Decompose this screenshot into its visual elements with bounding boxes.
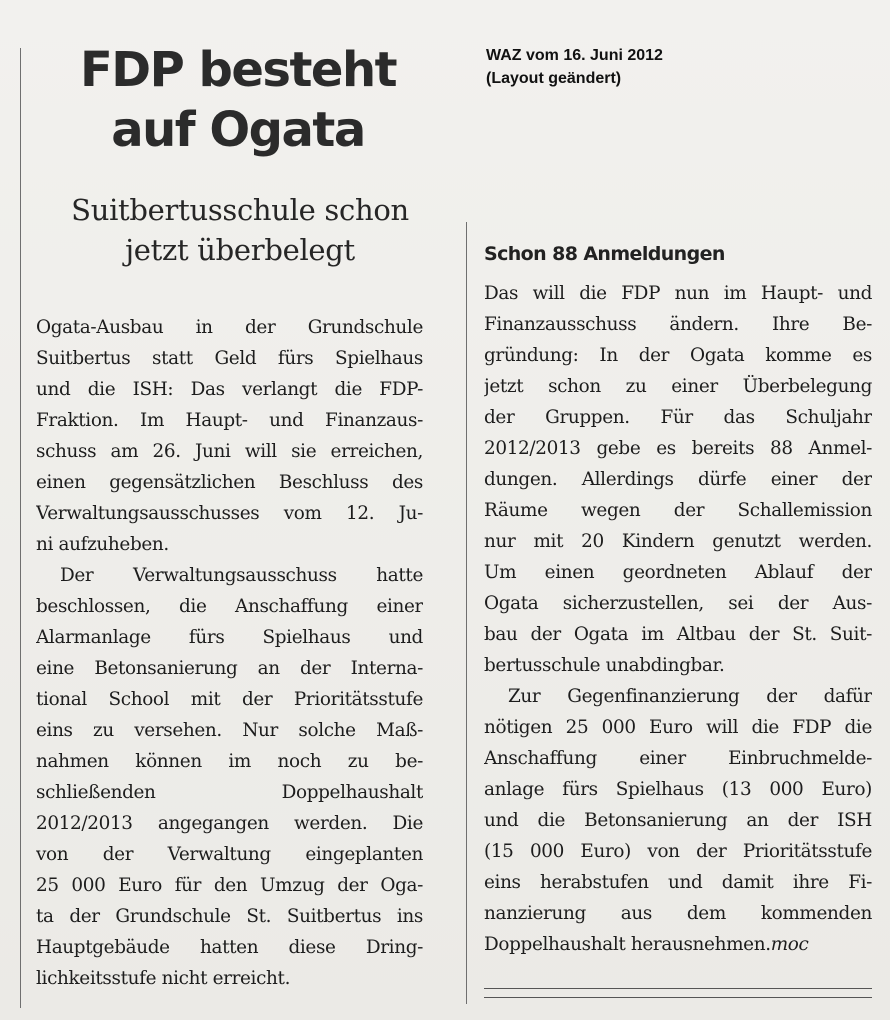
text-line [36,622,423,653]
text-line [36,653,423,684]
text-line [484,402,872,433]
text-line [36,839,423,870]
text-line [36,560,423,591]
text-line-content: 2012/2013 angegangen werden. Die [36,813,423,834]
text-line-content: dungen. Allerdings dürfe einer der [484,469,872,490]
text-line [484,309,872,340]
text-line [484,278,872,309]
text-line-content: Verwaltungsausschusses vom 12. Ju- [36,503,423,524]
text-line-content: von der Verwaltung eingeplanten [36,844,423,865]
text-line-content: (15 000 Euro) von der Prioritätsstufe [484,841,872,862]
text-line [484,805,872,836]
subheadline-line: jetzt überbelegt [125,233,355,267]
text-line-content: Räume wegen der Schallemission [484,500,872,521]
text-line-content: Suitbertus statt Geld fürs Spielhaus [36,348,423,369]
text-line [484,588,872,619]
text-line-content: ni aufzuheben. [36,534,169,555]
text-line-content: bau der Ogata im Altbau der St. Suit- [484,624,872,645]
text-line-content: Doppelhaushalt herausnehmen. [484,934,771,955]
text-line [36,901,423,932]
article-subheadline [30,190,450,270]
text-line [36,777,423,808]
text-line [36,591,423,622]
source-note-line: (Layout geändert) [486,70,622,87]
text-line [484,836,872,867]
text-line-content: Ogata sicherzustellen, sei der Aus- [484,593,872,614]
text-line [36,808,423,839]
text-line-content: eins herabstufen und damit ihre Fi- [484,872,872,893]
text-line [484,929,872,960]
text-line [36,312,423,343]
text-line [36,963,423,994]
text-line [484,371,872,402]
text-line [36,715,423,746]
text-line-content: nahmen können im noch zu be- [36,751,423,772]
text-line-content: einen gegensätzlichen Beschluss des [36,472,423,493]
text-line-content: ta der Grundschule St. Suitbertus ins [36,906,423,927]
text-line [484,526,872,557]
text-line-content: lichkeitsstufe nicht erreicht. [36,968,291,989]
left-column-rule [20,48,21,1008]
text-line [36,746,423,777]
text-line-content: Um einen geordneten Ablauf der [484,562,872,583]
text-line [484,650,872,681]
end-rule [484,988,872,989]
text-line-content: und die ISH: Das verlangt die FDP- [36,379,423,400]
subheadline-line: Suitbertusschule schon [71,193,409,227]
text-line-content: Ogata-Ausbau in der Grundschule [36,317,423,338]
text-line-content: jetzt schon zu einer Überbelegung [484,376,872,397]
text-line [484,340,872,371]
text-line [484,743,872,774]
text-line [484,681,872,712]
text-line-content: nur mit 20 Kindern genutzt werden. [484,531,872,552]
text-line [484,619,872,650]
text-line-content: anlage fürs Spielhaus (13 000 Euro) [484,779,872,800]
text-line-content: 2012/2013 gebe es bereits 88 Anmel- [484,438,872,459]
headline-line: FDP besteht [79,42,397,98]
text-line-content: Fraktion. Im Haupt- und Finanzaus- [36,410,423,431]
article-right-column [484,278,872,960]
source-note [486,44,663,90]
text-line [484,557,872,588]
author-signature: moc [770,934,809,955]
text-line [484,495,872,526]
text-line-content: nötigen 25 000 Euro will die FDP die [484,717,872,738]
article-headline [38,40,438,160]
headline-line: auf Ogata [111,102,365,158]
text-line [36,343,423,374]
text-line-content: eine Betonsanierung an der Interna- [36,658,423,679]
article-left-column [36,312,423,994]
text-line-content: Anschaffung einer Einbruchmelde- [484,748,872,769]
text-line [484,774,872,805]
text-line [36,870,423,901]
text-line-content: nanzierung aus dem kommenden [484,903,872,924]
text-line-content: Hauptgebäude hatten diese Dring- [36,937,423,958]
text-line-content: bertusschule unabdingbar. [484,655,725,676]
text-line [484,712,872,743]
text-line-content: und die Betonsanierung an der ISH [484,810,872,831]
text-line-content: gründung: In der Ogata komme es [484,345,872,366]
text-line-content: Zur Gegenfinanzierung der dafür [508,686,872,707]
section-heading: Schon 88 Anmeldungen [484,243,725,265]
text-line-content: schließenden Doppelhaushalt [36,782,423,803]
text-line [36,405,423,436]
text-line [36,436,423,467]
text-line [484,433,872,464]
text-line [36,932,423,963]
text-line-content: schuss am 26. Juni will sie erreichen, [36,441,423,462]
text-line [36,498,423,529]
end-rule [484,997,872,998]
text-line-content: Das will die FDP nun im Haupt- und [484,283,872,304]
text-line-content: Alarmanlage fürs Spielhaus und [36,627,423,648]
text-line-content: eins zu versehen. Nur solche Maß- [36,720,423,741]
text-line-content: beschlossen, die Anschaffung einer [36,596,423,617]
middle-column-rule [466,222,467,1004]
text-line-content: der Gruppen. Für das Schuljahr [484,407,872,428]
text-line-content: Der Verwaltungsausschuss hatte [60,565,423,586]
text-line [484,867,872,898]
text-line-content: Finanzausschuss ändern. Ihre Be- [484,314,872,335]
text-line [36,684,423,715]
text-line-content: tional School mit der Prioritätsstufe [36,689,423,710]
text-line [36,529,423,560]
text-line [36,374,423,405]
text-line [484,464,872,495]
text-line [484,898,872,929]
text-line-content: 25 000 Euro für den Umzug der Oga- [36,875,423,896]
source-note-line: WAZ vom 16. Juni 2012 [486,47,663,64]
text-line [36,467,423,498]
